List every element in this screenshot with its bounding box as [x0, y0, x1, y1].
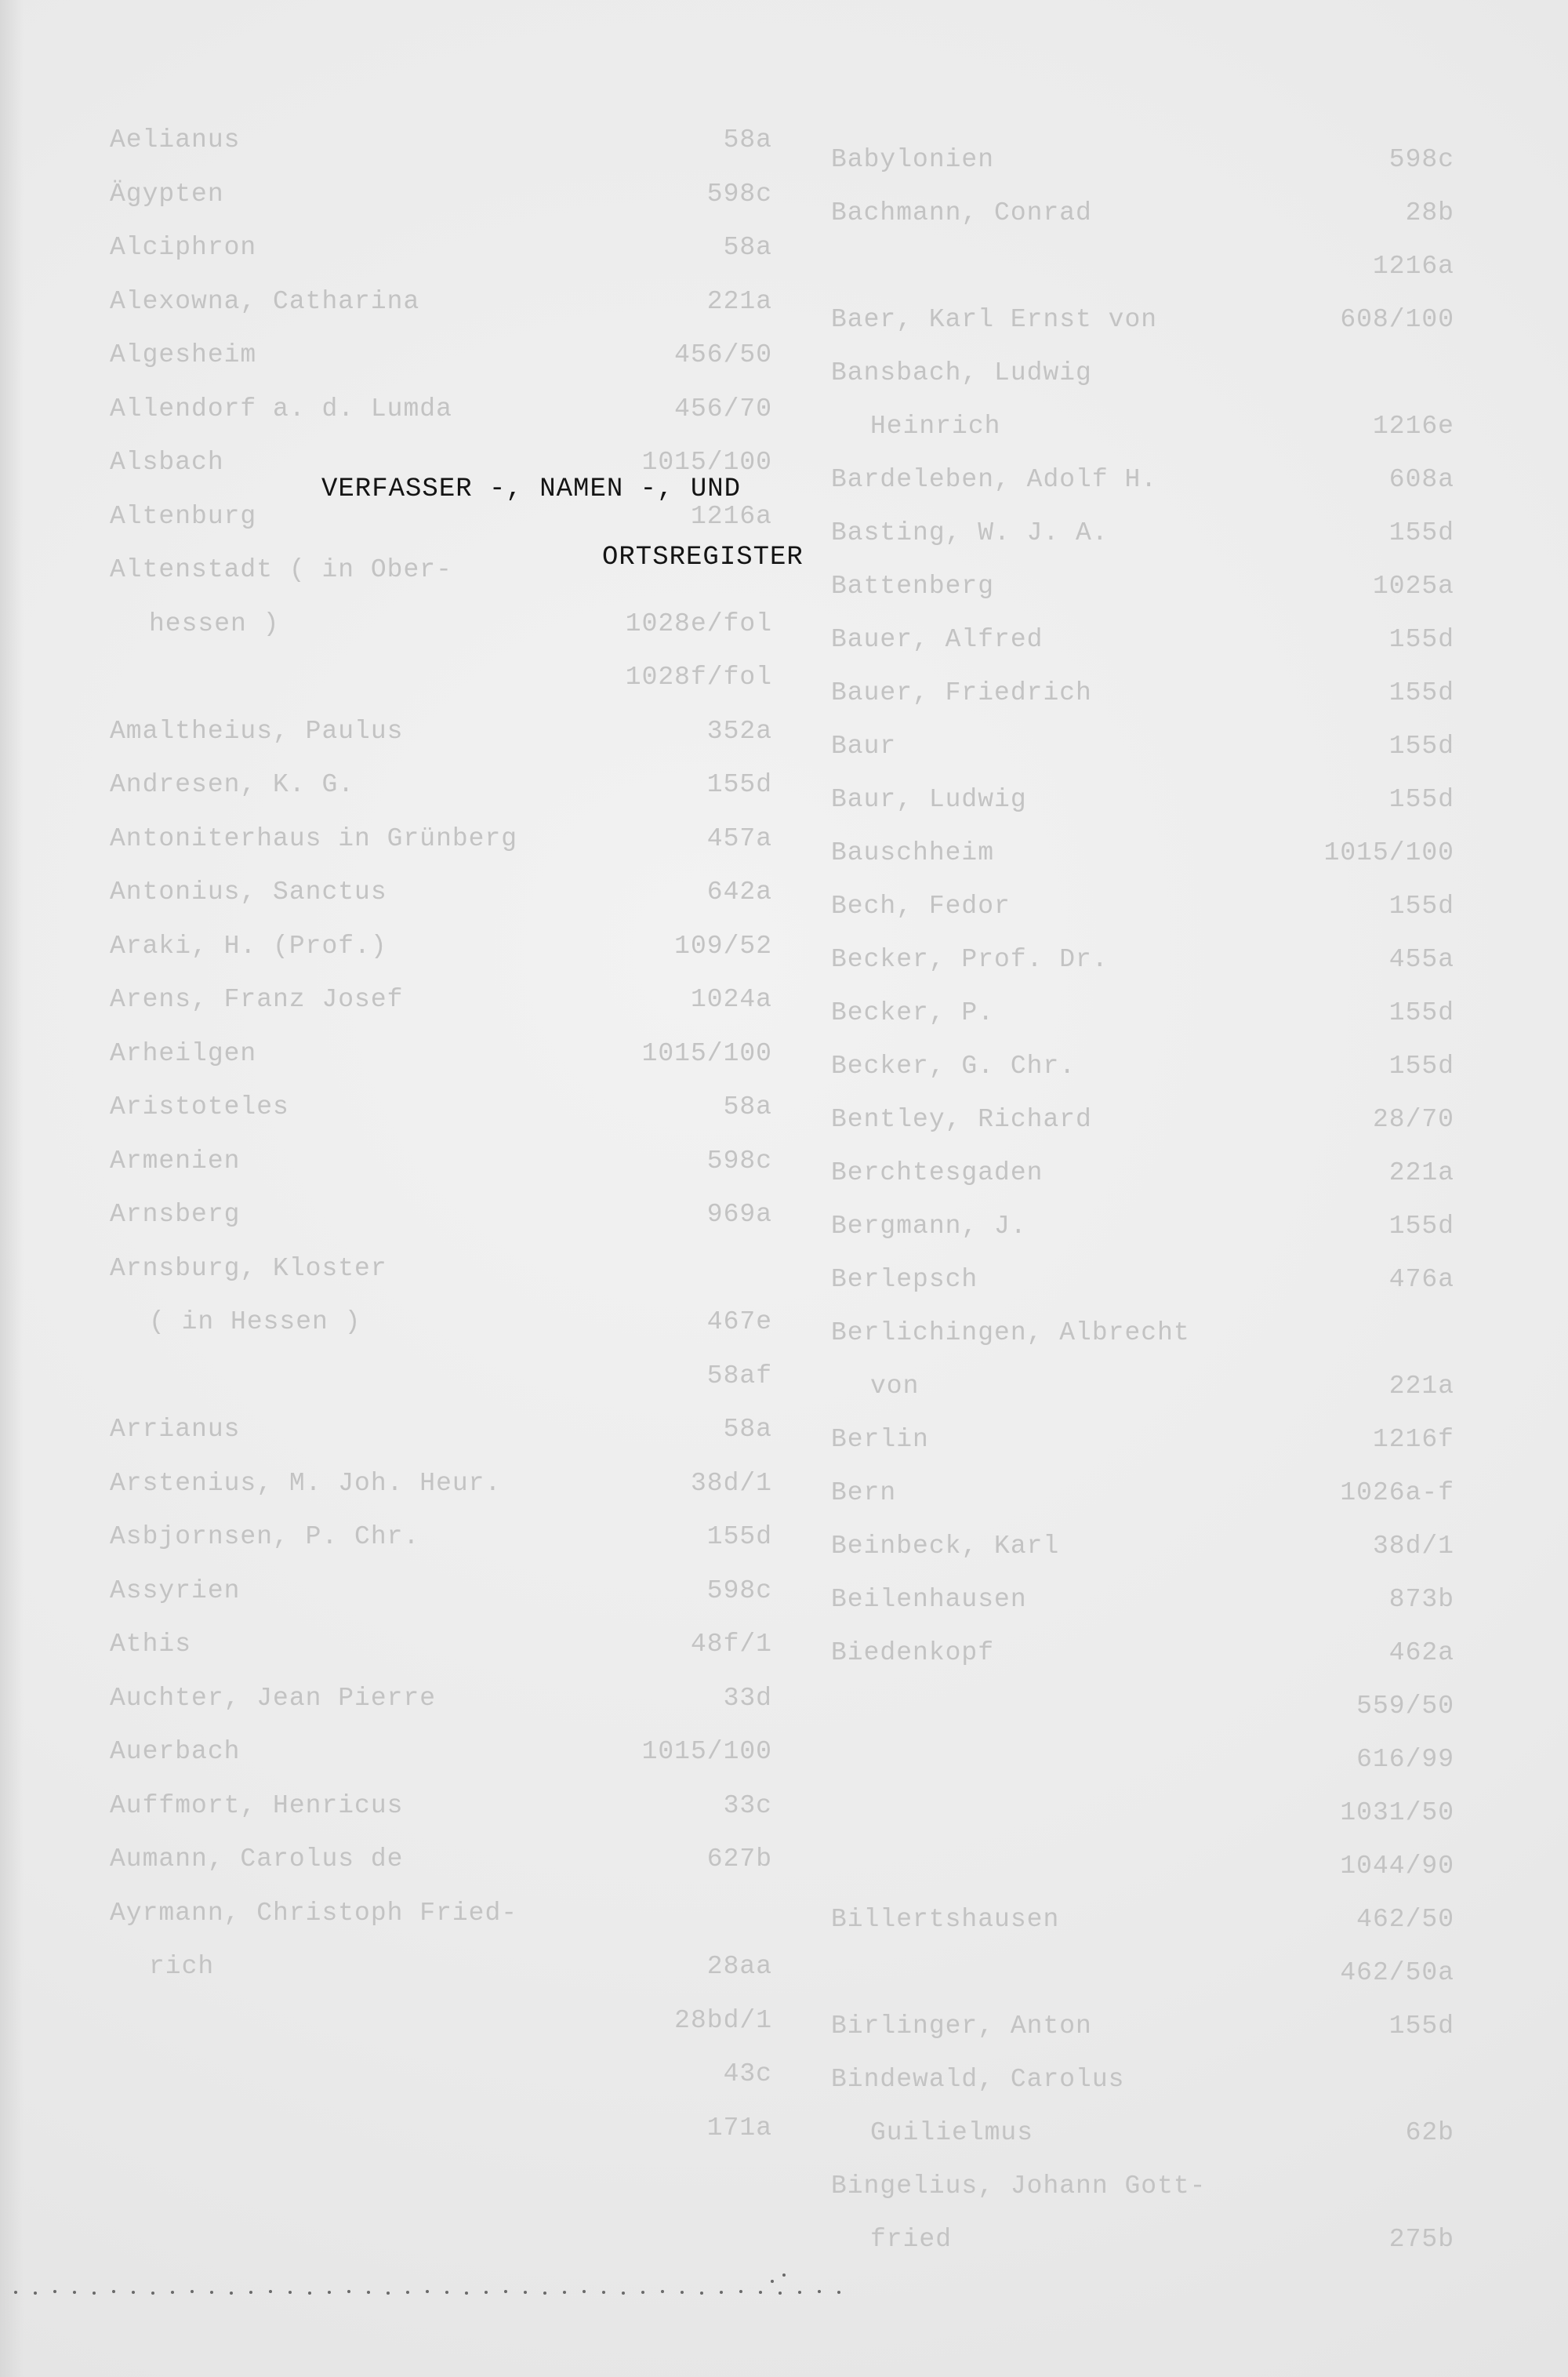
index-entry-name: Arens, Franz Josef: [110, 985, 404, 1014]
index-entry-name: von: [870, 1372, 920, 1401]
index-entry-ref: 455a: [1388, 945, 1454, 974]
index-entry-name: Ayrmann, Christoph Fried-: [110, 1898, 518, 1928]
index-entry-name: Billertshausen: [831, 1905, 1060, 1934]
index-entry-ref: 155d: [1388, 625, 1454, 654]
index-entry-ref: 275b: [1388, 2225, 1454, 2254]
index-entry-ref: 462/50a: [1340, 1958, 1454, 1987]
index-entry-name: Araki, H. (Prof.): [110, 931, 387, 961]
index-entry-name: Bachmann, Conrad: [831, 198, 1092, 227]
index-entry-ref: 221a: [706, 286, 772, 316]
index-entry-ref: 1031/50: [1340, 1798, 1454, 1827]
index-entry-name: Athis: [110, 1630, 192, 1659]
index-entry-ref: 155d: [1388, 785, 1454, 814]
index-entry-name: Andresen, K. G.: [110, 770, 355, 799]
index-entry-name: Arnsburg, Kloster: [110, 1253, 387, 1283]
index-entry-ref: 1025a: [1372, 572, 1454, 601]
index-entry-name: Armenien: [110, 1146, 241, 1176]
index-entry-ref: 1216e: [1372, 412, 1454, 441]
index-entry-ref: 28aa: [706, 1952, 772, 1981]
index-entry-name: Allendorf a. d. Lumda: [110, 394, 452, 423]
index-entry-name: Aumann, Carolus de: [110, 1845, 404, 1874]
index-entry-ref: 155d: [1388, 1212, 1454, 1241]
index-entry-ref: 58a: [723, 125, 772, 154]
dotted-scan-artifact: [0, 2270, 862, 2302]
index-entry-name: Altenburg: [110, 501, 257, 531]
index-entry-ref: 598c: [706, 179, 772, 209]
index-entry-name: Beinbeck, Karl: [831, 1532, 1060, 1561]
index-entry-name: Amaltheius, Paulus: [110, 716, 404, 746]
index-entry-ref: 1028e/fol: [625, 609, 772, 638]
index-entry-name: Arrianus: [110, 1415, 241, 1444]
index-entry-name: Arheilgen: [110, 1038, 257, 1068]
index-entry-name: Heinrich: [870, 412, 1001, 441]
index-entry-name: Becker, Prof. Dr.: [831, 945, 1109, 974]
index-entry-ref: 456/70: [674, 394, 772, 423]
index-entry-ref: 462a: [1388, 1638, 1454, 1667]
index-entry-ref: 608/100: [1340, 305, 1454, 334]
index-entry-ref: 1216a: [1372, 252, 1454, 281]
index-entry-name: Berlepsch: [831, 1265, 978, 1294]
index-entry-ref: 642a: [706, 878, 772, 907]
index-entry-name: Bindewald, Carolus: [831, 2065, 1125, 2094]
index-entry-ref: 559/50: [1356, 1692, 1454, 1721]
index-entry-name: Asbjornsen, P. Chr.: [110, 1522, 420, 1551]
index-entry-name: Becker, G. Chr.: [831, 1052, 1076, 1081]
index-entry-ref: 38d/1: [1372, 1532, 1454, 1561]
index-entry-name: Alsbach: [110, 448, 224, 477]
index-entry-ref: 58a: [723, 1092, 772, 1121]
index-entry-ref: 38d/1: [690, 1468, 772, 1498]
index-entry-ref: 58a: [723, 233, 772, 262]
index-entry-ref: 155d: [1388, 518, 1454, 547]
index-entry-ref: 155d: [1388, 892, 1454, 921]
index-entry-name: Antoniterhaus in Grünberg: [110, 823, 518, 853]
index-entry-ref: 873b: [1388, 1585, 1454, 1614]
index-entry-name: Bardeleben, Adolf H.: [831, 465, 1158, 494]
index-entry-ref: 58a: [723, 1415, 772, 1444]
index-entry-name: rich: [149, 1952, 215, 1981]
index-entry-ref: 155d: [1388, 1052, 1454, 1081]
index-entry-ref: 155d: [706, 1522, 772, 1551]
index-entry-ref: 28/70: [1372, 1105, 1454, 1134]
index-entry-name: Babylonien: [831, 145, 995, 174]
heading-line-1: VERFASSER -, NAMEN -, UND: [321, 474, 742, 504]
index-entry-name: Assyrien: [110, 1576, 241, 1605]
index-entry-name: Bauschheim: [831, 838, 995, 867]
index-entry-name: Baer, Karl Ernst von: [831, 305, 1158, 334]
index-entry-name: Berlin: [831, 1425, 929, 1454]
index-entry-ref: 28bd/1: [674, 2005, 772, 2035]
index-entry-name: Birlinger, Anton: [831, 2012, 1092, 2041]
index-entry-ref: 456/50: [674, 340, 772, 369]
index-entry-name: Bech, Fedor: [831, 892, 1011, 921]
index-entry-name: Bentley, Richard: [831, 1105, 1092, 1134]
index-entry-name: Alexowna, Catharina: [110, 286, 420, 316]
index-entry-name: ( in Hessen ): [149, 1307, 361, 1336]
index-entry-ref: 1015/100: [641, 1737, 772, 1766]
index-entry-ref: 33c: [723, 1790, 772, 1820]
index-entry-ref: 1015/100: [641, 448, 772, 477]
index-entry-ref: 1026a-f: [1340, 1478, 1454, 1507]
index-entry-ref: 598c: [1388, 145, 1454, 174]
heading-line-2: ORTSREGISTER: [602, 543, 804, 572]
index-entry-name: Auffmort, Henricus: [110, 1790, 404, 1820]
index-entry-name: Basting, W. J. A.: [831, 518, 1109, 547]
index-entry-name: Bauer, Friedrich: [831, 678, 1092, 707]
index-entry-name: Bergmann, J.: [831, 1212, 1027, 1241]
index-entry-ref: 457a: [706, 823, 772, 853]
index-entry-ref: 171a: [706, 2113, 772, 2143]
index-entry-name: Berchtesgaden: [831, 1158, 1044, 1187]
index-entry-ref: 58af: [706, 1361, 772, 1390]
index-entry-ref: 462/50: [1356, 1905, 1454, 1934]
index-entry-name: Guilielmus: [870, 2118, 1034, 2147]
index-entry-ref: 467e: [706, 1307, 772, 1336]
index-entry-ref: 155d: [1388, 998, 1454, 1027]
index-entry-name: Ägypten: [110, 179, 224, 209]
index-entry-ref: 476a: [1388, 1265, 1454, 1294]
index-entry-name: Alciphron: [110, 233, 257, 262]
index-entry-ref: 352a: [706, 716, 772, 746]
index-entry-name: Berlichingen, Albrecht: [831, 1318, 1190, 1347]
index-entry-name: Altenstadt ( in Ober-: [110, 555, 452, 584]
index-entry-ref: 608a: [1388, 465, 1454, 494]
index-entry-ref: 627b: [706, 1845, 772, 1874]
index-entry-name: Antonius, Sanctus: [110, 878, 387, 907]
index-entry-ref: 28b: [1405, 198, 1454, 227]
index-entry-name: Bansbach, Ludwig: [831, 358, 1092, 387]
index-entry-name: Battenberg: [831, 572, 995, 601]
index-entry-name: Auchter, Jean Pierre: [110, 1683, 437, 1713]
index-entry-ref: 1044/90: [1340, 1852, 1454, 1881]
index-entry-ref: 109/52: [674, 931, 772, 961]
index-entry-ref: 598c: [706, 1146, 772, 1176]
index-entry-name: Baur, Ludwig: [831, 785, 1027, 814]
index-entry-name: Baur: [831, 732, 897, 761]
index-entry-ref: 1015/100: [1323, 838, 1454, 867]
index-entry-ref: 155d: [1388, 678, 1454, 707]
index-entry-name: Arnsberg: [110, 1200, 241, 1229]
index-entry-ref: 62b: [1405, 2118, 1454, 2147]
index-entry-name: Bern: [831, 1478, 897, 1507]
index-entry-name: Aristoteles: [110, 1092, 289, 1121]
index-entry-name: hessen ): [149, 609, 280, 638]
index-entry-name: Becker, P.: [831, 998, 995, 1027]
index-entry-name: Auerbach: [110, 1737, 241, 1766]
index-entry-ref: 155d: [1388, 2012, 1454, 2041]
index-entry-name: Biedenkopf: [831, 1638, 995, 1667]
index-entry-ref: 598c: [706, 1576, 772, 1605]
index-entry-ref: 155d: [706, 770, 772, 799]
index-entry-ref: 155d: [1388, 732, 1454, 761]
index-entry-ref: 221a: [1388, 1158, 1454, 1187]
index-entry-name: Beilenhausen: [831, 1585, 1027, 1614]
index-entry-name: Bauer, Alfred: [831, 625, 1044, 654]
index-entry-ref: 969a: [706, 1200, 772, 1229]
index-entry-ref: 33d: [723, 1683, 772, 1713]
index-entry-ref: 1028f/fol: [625, 663, 772, 692]
index-entry-name: Bingelius, Johann Gott-: [831, 2172, 1207, 2201]
index-entry-name: Algesheim: [110, 340, 257, 369]
index-entry-ref: 221a: [1388, 1372, 1454, 1401]
index-entry-ref: 1216a: [690, 501, 772, 531]
index-entry-ref: 43c: [723, 2059, 772, 2088]
index-entry-ref: 1216f: [1372, 1425, 1454, 1454]
index-entry-ref: 616/99: [1356, 1745, 1454, 1774]
scan-edge-shadow: [0, 0, 24, 2377]
index-entry-name: Arstenius, M. Joh. Heur.: [110, 1468, 502, 1498]
index-entry-name: Aelianus: [110, 125, 241, 154]
index-entry-ref: 1024a: [690, 985, 772, 1014]
index-entry-ref: 48f/1: [690, 1630, 772, 1659]
index-entry-ref: 1015/100: [641, 1038, 772, 1068]
index-entry-name: fried: [870, 2225, 953, 2254]
